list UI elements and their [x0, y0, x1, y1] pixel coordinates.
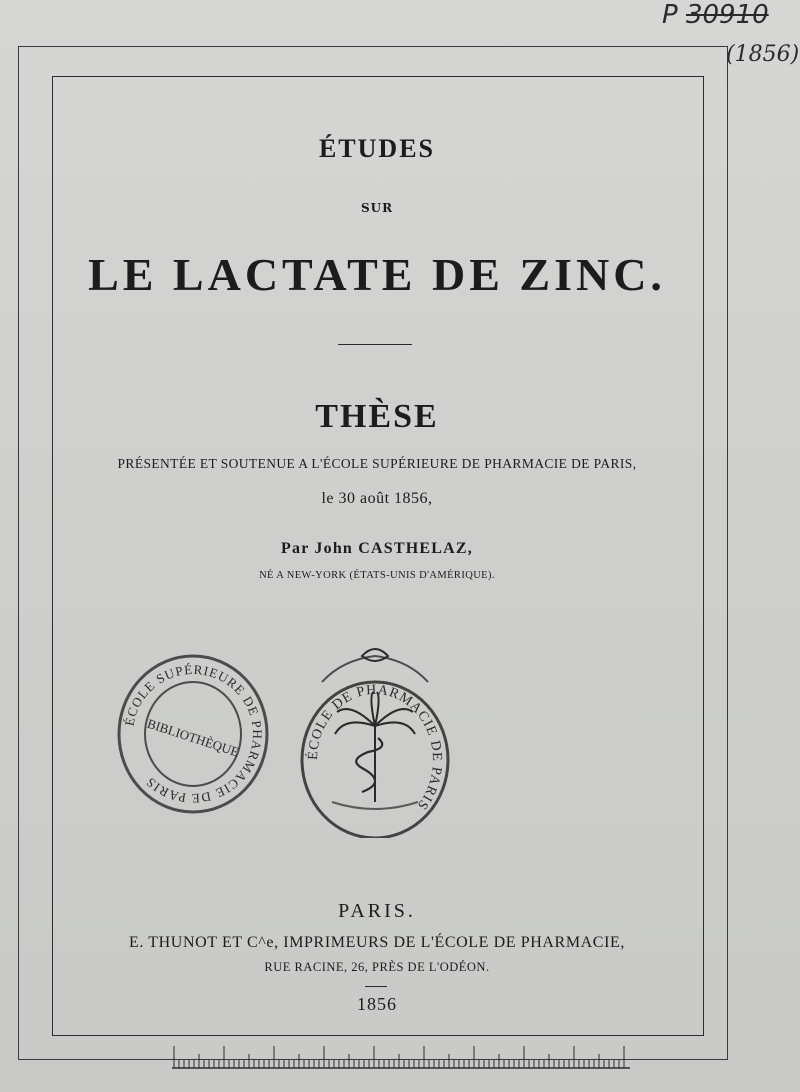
author-birthplace: NÉ A NEW-YORK (ÉTATS-UNIS D'AMÉRIQUE). [259, 570, 495, 581]
imprint-city: PARIS. [338, 900, 416, 922]
shelfmark-prefix: P [662, 0, 678, 30]
serpent-icon [356, 738, 382, 792]
library-stamp-center-text: BIBLIOTHÈQUE [145, 715, 241, 760]
school-seal [292, 642, 458, 838]
library-stamp-ring-text: ÉCOLE SUPÉRIEURE DE PHARMACIE DE PARIS [121, 661, 266, 807]
title-sur: SUR [360, 201, 394, 215]
thesis-author: Par John CASTHELAZ, [281, 540, 473, 557]
school-seal-ring-text: ÉCOLE DE PHARMACIE DE PARIS [305, 682, 445, 813]
thesis-date: le 30 août 1856, [321, 490, 433, 507]
measurement-ruler [172, 1042, 630, 1076]
imprint-year: 1856 [357, 994, 397, 1014]
shelfmark-number: 30910 [685, 0, 769, 30]
imprint-address: RUE RACINE, 26, PRÈS DE L'ODÉON. [264, 960, 490, 974]
imprint-printer: E. THUNOT ET C^e, IMPRIMEURS DE L'ÉCOLE DE PHARMACIE, [129, 934, 625, 951]
palm-tree-icon [335, 692, 415, 802]
thesis-presented-line: PRÉSENTÉE ET SOUTENUE A L'ÉCOLE SUPÉRIEURE DE PHARMACIE DE PARIS, [117, 456, 637, 471]
title-etudes: ÉTUDES [318, 134, 436, 163]
shelfmark-note [662, 0, 769, 30]
thesis-heading: THÈSE [315, 398, 439, 435]
main-title: LE LACTATE DE ZINC. [88, 249, 666, 300]
imprint-divider [365, 986, 387, 987]
handwritten-year-note: (1856) [726, 42, 800, 67]
library-stamp [114, 652, 272, 816]
title-divider [338, 344, 412, 345]
